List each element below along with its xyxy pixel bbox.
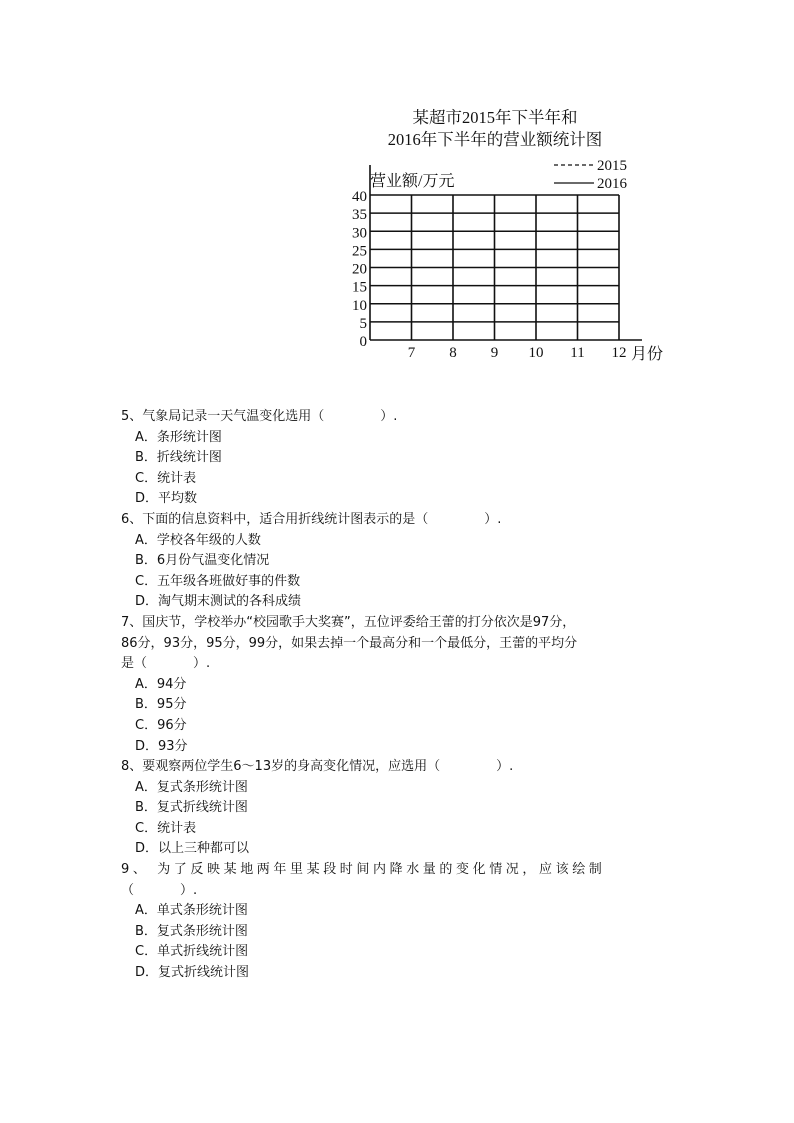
chart-subtitle: 2016年下半年的营业额统计图 [387, 130, 603, 149]
question-stem-line: 7、国庆节，学校举办“校园歌手大奖赛”，五位评委给王蕾的打分依次是97分， [121, 614, 576, 630]
y-tick-label: 20 [352, 261, 367, 278]
y-tick-label: 30 [352, 225, 367, 242]
question-stem-line [121, 510, 681, 531]
y-tick-label: 15 [352, 279, 367, 296]
y-tick-label: 40 [352, 189, 367, 205]
stem-text: ）. [180, 882, 198, 898]
stem-text: ）. [496, 759, 514, 775]
x-tick-label: 10 [528, 345, 544, 361]
question-stem-line: 86分，93分，95分，99分，如果去掉一个最高分和一个最低分，王蕾的平均分 [121, 635, 578, 651]
stem-text: ）. [484, 511, 502, 527]
stem-text: 5、气象局记录一天气温变化选用（ [121, 409, 325, 424]
stem-text: （ [121, 882, 135, 898]
x-tick-label: 9 [490, 345, 499, 361]
stem-text: 是（ [121, 656, 148, 672]
question-6 [121, 510, 681, 613]
line-chart [340, 155, 670, 370]
answer-option[interactable]: D．以上三种都可以 [135, 841, 250, 857]
y-tick-label: 35 [352, 207, 367, 224]
question-7 [121, 613, 681, 757]
answer-option[interactable]: C．五年级各班做好事的件数 [135, 573, 301, 589]
stem-text: ）. [193, 656, 211, 672]
answer-option[interactable]: C．统计表 [135, 820, 197, 836]
chart-title: 某超市2015年下半年和 [412, 108, 578, 127]
y-tick-label: 5 [359, 315, 367, 332]
answer-option[interactable]: B．复式条形统计图 [135, 923, 248, 939]
answer-option[interactable]: B．折线统计图 [135, 450, 222, 466]
question-stem-line [121, 407, 681, 428]
question-list [121, 407, 681, 984]
y-tick-label: 0 [359, 334, 367, 350]
answer-option[interactable]: D．平均数 [135, 491, 198, 507]
answer-option[interactable]: B．6月份气温变化情况 [135, 553, 270, 569]
answer-option[interactable]: A．94分 [135, 676, 187, 692]
x-tick-label: 11 [570, 345, 585, 361]
question-5 [121, 407, 681, 510]
legend-label-2016: 2016 [597, 176, 627, 192]
answer-option[interactable]: A．单式条形统计图 [135, 903, 248, 919]
legend-label-2015: 2015 [597, 158, 627, 174]
question-stem-line: 9、 为了反映某地两年里某段时间内降水量的变化情况，应该绘制 [121, 862, 606, 878]
answer-option[interactable]: D．复式折线统计图 [135, 965, 250, 981]
answer-option[interactable]: D．淘气期末测试的各科成绩 [135, 594, 302, 610]
x-tick-label: 12 [611, 345, 627, 361]
question-9 [121, 860, 681, 984]
question-stem-line [121, 654, 681, 675]
y-tick-label: 25 [352, 243, 367, 260]
answer-option[interactable]: B．95分 [135, 697, 187, 713]
answer-option[interactable]: B．复式折线统计图 [135, 800, 248, 816]
y-tick-label: 10 [352, 297, 367, 314]
stem-text: 6、下面的信息资料中，适合用折线统计图表示的是（ [121, 511, 429, 527]
answer-option[interactable]: A．条形统计图 [135, 429, 222, 445]
legend [554, 158, 628, 192]
x-axis-label: 月份 [631, 346, 664, 363]
answer-option[interactable]: D．93分 [135, 738, 188, 754]
stem-text: ）. [380, 409, 398, 424]
question-stem-line [121, 881, 681, 902]
answer-option[interactable]: C．单式折线统计图 [135, 944, 249, 960]
answer-option[interactable]: C．统计表 [135, 470, 197, 486]
stem-text: 8、要观察两位学生6～13岁的身高变化情况，应选用（ [121, 759, 441, 775]
x-tick-label: 7 [407, 345, 416, 361]
question-8 [121, 757, 681, 860]
y-axis-label: 营业额/万元 [370, 173, 455, 190]
question-stem-line [121, 757, 681, 778]
answer-option[interactable]: A．学校各年级的人数 [135, 532, 261, 548]
answer-option[interactable]: C．96分 [135, 717, 187, 733]
x-tick-label: 8 [449, 345, 457, 361]
answer-option[interactable]: A．复式条形统计图 [135, 779, 248, 795]
